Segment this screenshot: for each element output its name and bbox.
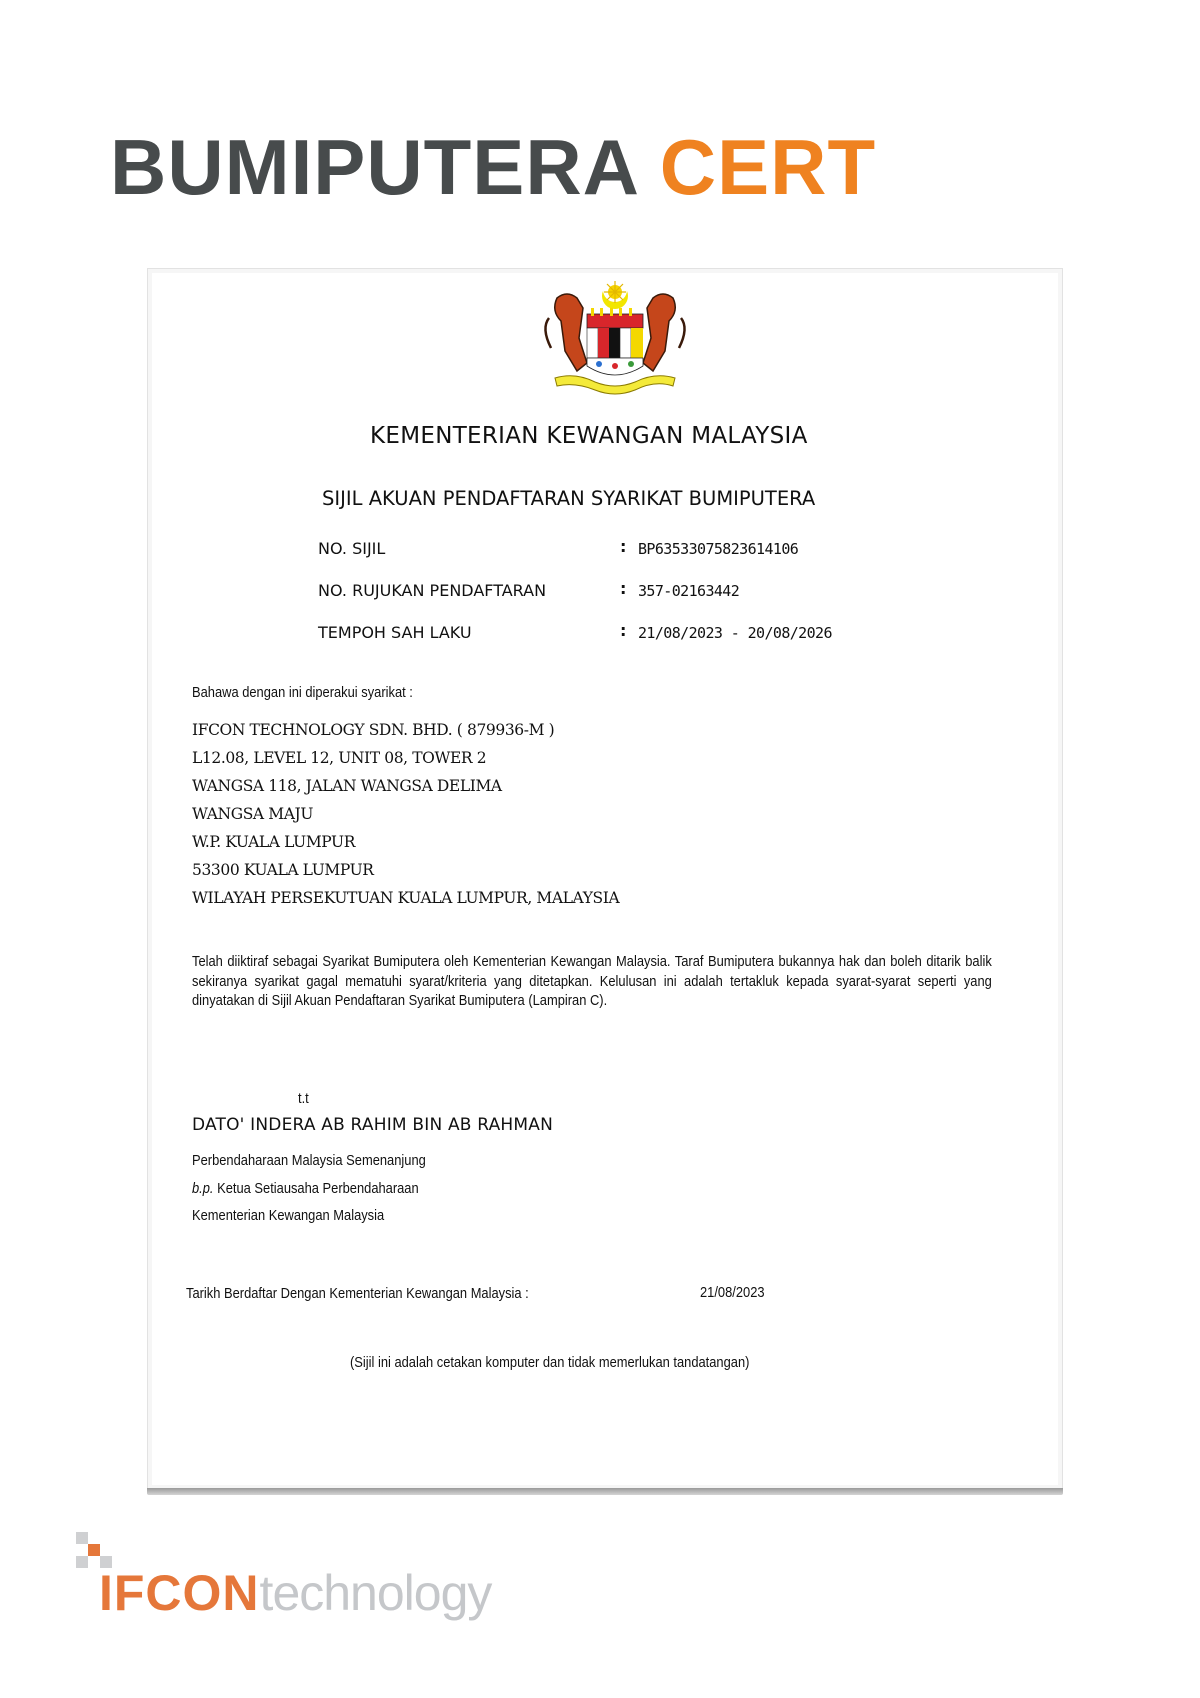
field-colon: : bbox=[620, 579, 627, 598]
field-label-no-sijil: NO. SIJIL bbox=[318, 539, 386, 558]
field-value-no-rujukan: 357-02163442 bbox=[638, 582, 740, 600]
address-line: WANGSA MAJU bbox=[192, 805, 313, 823]
registered-label: Tarikh Berdaftar Dengan Kementerian Kewangan Malaysia : bbox=[186, 1285, 529, 1302]
registered-date: 21/08/2023 bbox=[700, 1284, 765, 1301]
signatory-name: DATO' INDERA AB RAHIM BIN AB RAHMAN bbox=[192, 1115, 554, 1135]
field-colon: : bbox=[620, 621, 627, 640]
page-title bbox=[110, 123, 877, 211]
certificate-heading: SIJIL AKUAN PENDAFTARAN SYARIKAT BUMIPUTERA bbox=[322, 487, 816, 510]
page-title-accent: CERT bbox=[659, 123, 877, 211]
signatory-line-2 bbox=[192, 1180, 419, 1197]
signature-tt: t.t bbox=[298, 1090, 309, 1107]
logo-brand-light: technology bbox=[259, 1565, 492, 1621]
malaysia-coat-of-arms-icon bbox=[537, 278, 693, 396]
computer-generated-note: (Sijil ini adalah cetakan komputer dan tidak memerlukan tandatangan) bbox=[350, 1354, 750, 1371]
ifcon-technology-logo bbox=[99, 1565, 492, 1621]
company-name: IFCON TECHNOLOGY SDN. BHD. ( 879936-M ) bbox=[192, 721, 555, 739]
signatory-line-1: Perbendaharaan Malaysia Semenanjung bbox=[192, 1152, 426, 1169]
address-line: WANGSA 118, JALAN WANGSA DELIMA bbox=[192, 777, 502, 795]
address-line: L12.08, LEVEL 12, UNIT 08, TOWER 2 bbox=[192, 749, 487, 767]
logo-brand-bold: IFCON bbox=[99, 1565, 260, 1621]
address-line: 53300 KUALA LUMPUR bbox=[192, 861, 374, 879]
address-line: WILAYAH PERSEKUTUAN KUALA LUMPUR, MALAYSIA bbox=[192, 889, 620, 907]
bp-title: Ketua Setiausaha Perbendaharaan bbox=[217, 1180, 419, 1197]
intro-text: Bahawa dengan ini diperakui syarikat : bbox=[192, 684, 413, 701]
document-shadow bbox=[147, 1488, 1063, 1495]
ministry-title: KEMENTERIAN KEWANGAN MALAYSIA bbox=[370, 423, 808, 449]
field-label-tempoh: TEMPOH SAH LAKU bbox=[318, 623, 472, 642]
recognition-statement: Telah diiktiraf sebagai Syarikat Bumiputera oleh Kementerian Kewangan Malaysia. Taraf Bumiputera bukannya hak dan boleh ditarik balik sekiranya syarikat gagal mematuhi syarat/kriteria yang ditetapkan. Kelulusan ini adalah tertakluk kepada syarat-syarat seperti yang dinyatakan di Sijil Akuan Pendaftaran Syarikat Bumiputera (Lampiran C). bbox=[192, 953, 992, 1009]
certificate-document bbox=[147, 268, 1063, 1490]
page-title-main: BUMIPUTERA bbox=[110, 123, 638, 211]
field-value-no-sijil: BP63533075823614106 bbox=[638, 540, 799, 558]
signatory-line-3: Kementerian Kewangan Malaysia bbox=[192, 1207, 385, 1224]
field-label-no-rujukan: NO. RUJUKAN PENDAFTARAN bbox=[318, 581, 547, 600]
field-colon: : bbox=[620, 537, 627, 556]
field-value-tempoh: 21/08/2023 - 20/08/2026 bbox=[638, 624, 832, 642]
address-line: W.P. KUALA LUMPUR bbox=[192, 833, 355, 851]
bp-prefix: b.p. bbox=[192, 1180, 214, 1197]
